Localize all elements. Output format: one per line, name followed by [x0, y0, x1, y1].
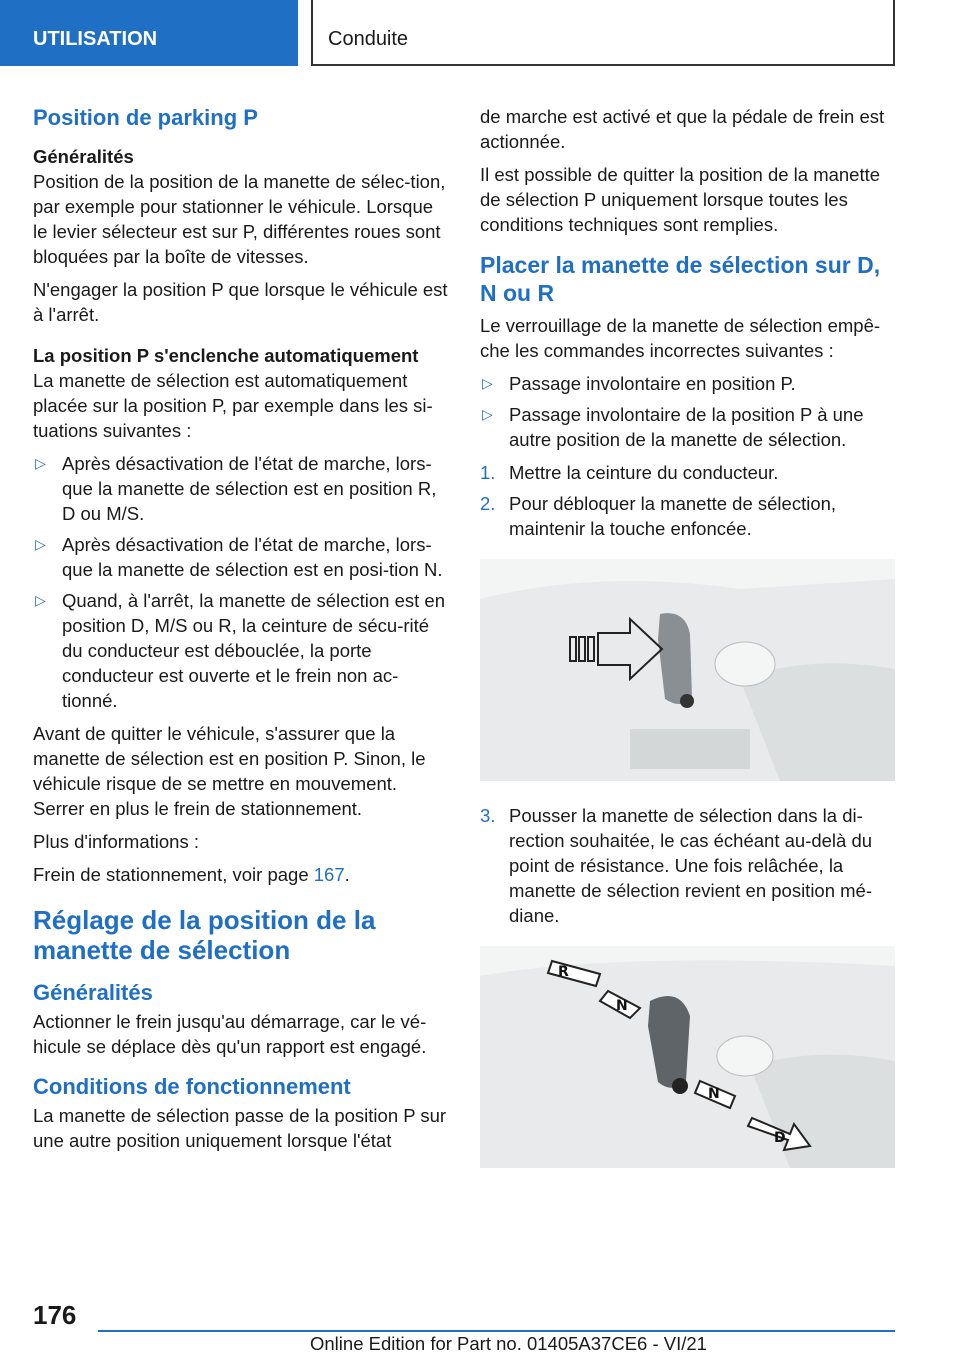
paragraph: Le verrouillage de la manette de sélection empê-che les commandes incorrectes suivantes : — [480, 315, 881, 361]
subheading-generalites: Généralités — [33, 146, 134, 167]
gear-selector-button-illustration — [480, 559, 895, 781]
paragraph: La manette de sélection est automatiquement placée sur la position P, par exemple dans les si-tuations suivantes : — [33, 370, 433, 441]
list-item: ▷ Après désactivation de l'état de marche, lors-que la manette de sélection est en posi-tion N. — [35, 534, 443, 580]
footer-edition: Online Edition for Part no. 01405A37CE6 - VI/21 — [310, 1333, 707, 1354]
position-label-n-bottom: N — [708, 1086, 720, 1102]
list-item: ▷ Quand, à l'arrêt, la manette de sélection est en position D, M/S ou R, la ceinture de sécu-rité du conducteur est débouclée, la porte conducteur est ouverte et le frein non ac-tionné. — [35, 590, 446, 711]
page-link[interactable]: 167 — [313, 864, 345, 885]
heading-parking: Position de parking P — [33, 105, 258, 130]
position-label-n-top: N — [616, 998, 628, 1014]
paragraph: N'engager la position P que lorsque le véhicule est à l'arrêt. — [33, 279, 448, 325]
step-item: 1. Mettre la ceinture du conducteur. — [480, 462, 779, 483]
section-tab: UTILISATION — [0, 0, 298, 66]
right-column — [480, 104, 895, 1190]
paragraph: Avant de quitter le véhicule, s'assurer que la manette de sélection est en position P. Sinon, le véhicule risque de se mettre en mouvement. Serrer en plus le frein de stationnement. — [33, 723, 426, 819]
paragraph: de marche est activé et que la pédale de frein est actionnée. — [480, 106, 885, 152]
step-list — [480, 803, 895, 928]
step-item: 3. Pousser la manette de sélection dans la di-rection souhaitée, le cas échéant au-delà du point de résistance. Une fois relâchée, la manette de sélection revient en position mé-diane. — [480, 805, 873, 926]
footer-divider — [98, 1330, 895, 1332]
paragraph: Plus d'informations : — [33, 831, 199, 852]
step-list — [480, 460, 895, 541]
heading-conditions: Conditions de fonctionnement — [33, 1074, 351, 1099]
page-number: 176 — [33, 1300, 77, 1330]
triangle-bullet-icon: ▷ — [35, 536, 46, 552]
position-label-d: D — [774, 1130, 786, 1146]
heading-placer: Placer la manette de sélection sur D, N ou R — [480, 252, 881, 306]
heading-generalites: Généralités — [33, 980, 153, 1005]
left-column — [33, 100, 448, 1161]
bullet-list — [480, 371, 895, 452]
bullet-list — [33, 451, 448, 713]
triangle-bullet-icon: ▷ — [482, 406, 493, 422]
triangle-bullet-icon: ▷ — [482, 375, 493, 391]
list-item: ▷ Passage involontaire de la position P à une autre position de la manette de sélection. — [482, 404, 864, 450]
paragraph: Il est possible de quitter la position de la manette de sélection P uniquement lorsque toutes les conditions techniques sont remplies. — [480, 164, 881, 235]
paragraph: La manette de sélection passe de la position P sur une autre position uniquement lorsque l'état — [33, 1105, 447, 1151]
list-item: ▷ Passage involontaire en position P. — [482, 373, 796, 394]
step-item: 2. Pour débloquer la manette de sélection, maintenir la touche enfoncée. — [480, 493, 837, 539]
paragraph: Frein de stationnement, voir page 167. — [33, 864, 350, 885]
paragraph: Position de la position de la manette de sélec-tion, par exemple pour stationner le véhicule. Lorsque le levier sélecteur est sur P, différentes roues sont bloquées par la boîte de vitesses. — [33, 171, 446, 267]
chapter-title: Conduite — [311, 0, 895, 66]
triangle-bullet-icon: ▷ — [35, 592, 46, 608]
paragraph: Actionner le frein jusqu'au démarrage, car le vé-hicule se déplace dès qu'un rapport est engagé. — [33, 1011, 427, 1057]
position-label-r: R — [558, 964, 569, 980]
triangle-bullet-icon: ▷ — [35, 455, 46, 471]
heading-reglage: Réglage de la position de la manette de sélection — [33, 905, 376, 965]
list-item: ▷ Après désactivation de l'état de marche, lors-que la manette de sélection est en position R, D ou M/S. — [35, 453, 437, 524]
subheading-auto: La position P s'enclenche automatiquement — [33, 345, 419, 366]
gear-selector-positions-illustration — [480, 946, 895, 1168]
